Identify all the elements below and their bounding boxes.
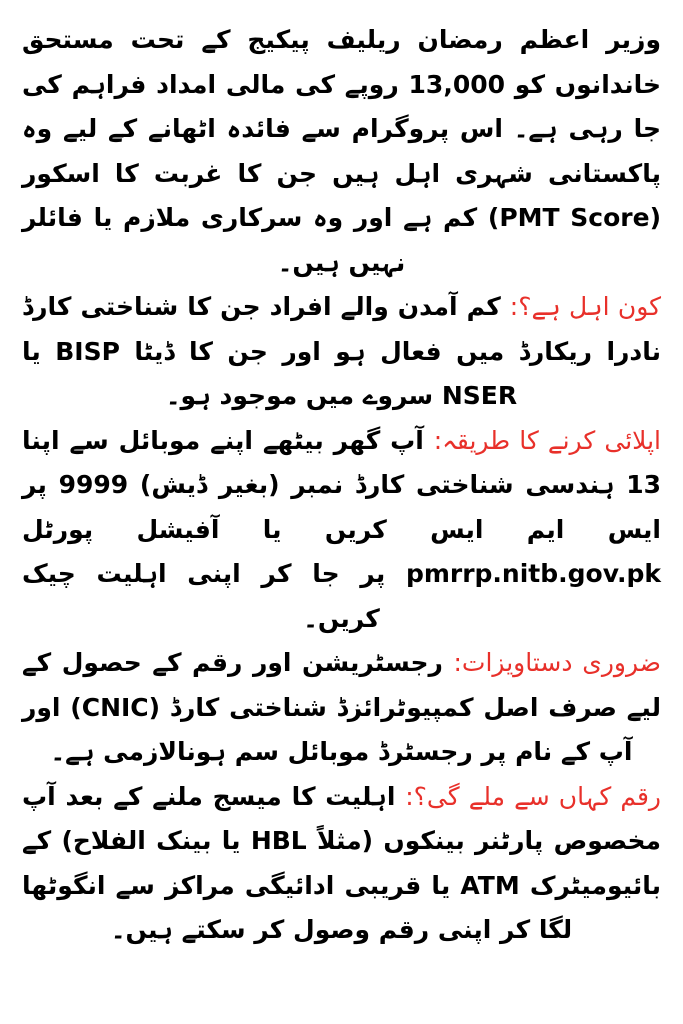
section-documents — [22, 641, 661, 775]
intro-text: وزیر اعظم رمضان ریلیف پیکیج کے تحت مستحق خاندانوں کو 13,000 روپے کی مالی امداد فراہم کی جا رہی ہے۔ اس پروگرام سے فائدہ اٹھانے کے لیے وہ پاکستانی شہری اہل ہیں جن کا غربت کا اسکور (PMT Score) کم ہے اور وہ سرکاری ملازم یا فائلر نہیں ہیں۔ — [22, 25, 662, 277]
section-text-documents: رجسٹریشن اور رقم کے حصول کے لیے صرف اصل کمپیوٹرائزڈ شناختی کارڈ (CNIC) اور آپ کے نام پر رجسٹرڈ موبائل سم ہونالازمی ہے۔ — [22, 648, 661, 766]
section-heading-apply-method: اپلائی کرنے کا طریقہ: — [433, 425, 661, 455]
section-heading-documents: ضروری دستاویزات: — [453, 648, 661, 677]
section-eligibility — [22, 285, 661, 419]
section-apply-method — [22, 419, 661, 642]
section-heading-payment-location: رقم کہاں سے ملے گی؟: — [405, 781, 661, 811]
section-payment-location — [22, 775, 661, 953]
section-heading-eligibility: کون اہل ہے؟: — [509, 292, 662, 321]
section-text-eligibility: کم آمدن والے افراد جن کا شناختی کارڈ نادرا ریکارڈ میں فعال ہو اور جن کا ڈیٹا BISP یا NSER سروے میں موجود ہو۔ — [22, 292, 662, 410]
section-text-payment-location: اہلیت کا میسج ملنے کے بعد آپ مخصوص پارٹنر بینکوں (مثلاً HBL یا بینک الفلاح) کے بائیومیٹرک ATM یا قریبی ادائیگی مراکز سے انگوٹھا لگا کر اپنی رقم وصول کر سکتے ہیں۔ — [22, 781, 661, 944]
section-text-apply-method: آپ گھر بیٹھے اپنے موبائل سے اپنا 13 ہندسی شناختی کارڈ نمبر (بغیر ڈیش) 9999 پر ایس ایم ایس کریں یا آفیشل پورٹل pmrrp.nitb.gov.pk پر جا کر اپنی اہلیت چیک کریں۔ — [22, 425, 661, 633]
intro-paragraph — [22, 18, 661, 285]
